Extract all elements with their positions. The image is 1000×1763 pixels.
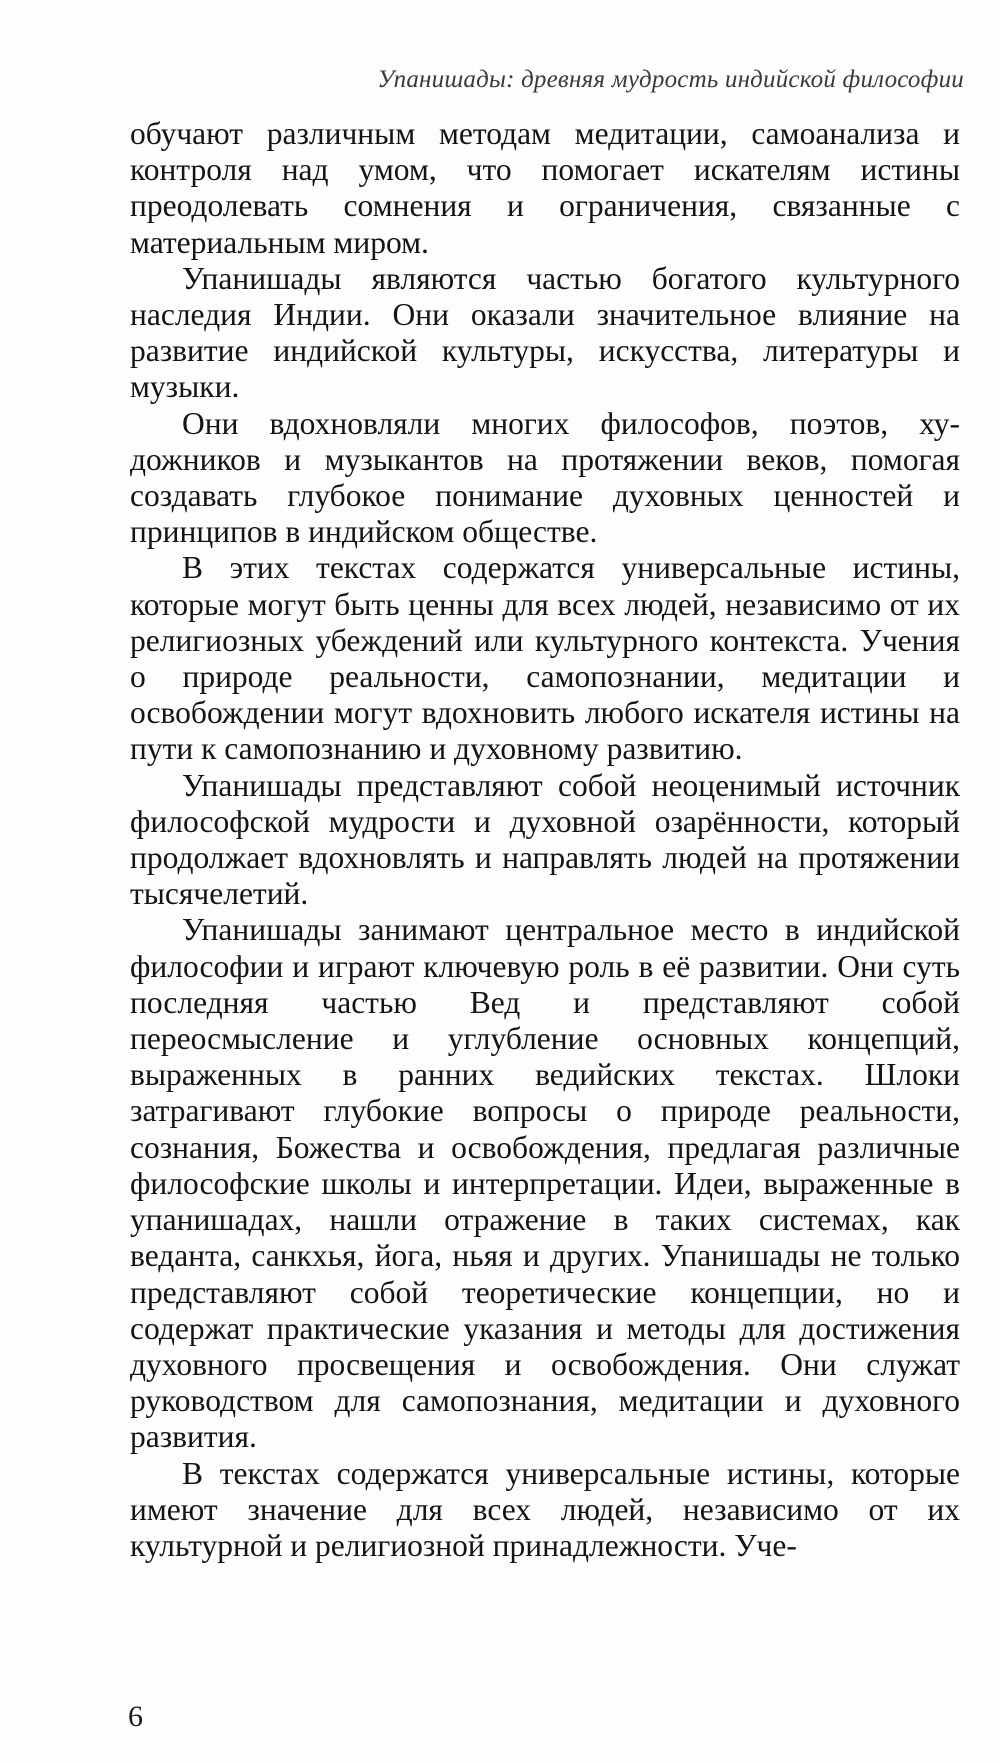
- running-header: Упанишады: древняя мудрость индийской философии: [377, 66, 964, 93]
- paragraph-continued: обучают различным методам медитации, самоанализа и контроля над умом, что помогает искателям истины преодолевать сомнения и ограничения, связанные с материальным миром.: [130, 116, 960, 260]
- paragraph: Они вдохновляли многих философов, поэтов, художников и музыкантов на протяжении веков, помогая создавать глубокое понимание духовных ценностей и принципов в индийском обществе.: [130, 405, 960, 550]
- paragraph: Упанишады являются частью богатого культурного наследия Индии. Они оказали значительное влияние на развитие индийской культуры, искусства, литературы и музыки.: [130, 260, 960, 405]
- paragraph: Упанишады занимают центральное место в индийской философии и играют ключевую роль в её развитии. Они суть последняя частью Вед и представляют собой переосмысление и углубление основных концепций, выраженных в ранних ведийских текстах. Шлоки затрагивают глубокие вопросы о природе реальности, сознания, Божества и освобождения, предлагая различные философские школы и интерпретации. Идеи, выраженные в упанишадах, нашли отражение в таких системах, как веданта, санкхья, йога, ньяя и других. Упанишады не только представляют собой теоретические концепции, но и содержат практические указания и методы для достижения духовного просвещения и освобождения. Они служат руководством для самопознания, медитации и духовного развития.: [130, 912, 960, 1455]
- page-number: 6: [128, 1700, 143, 1733]
- paragraph: Упанишады представляют собой неоценимый источник философской мудрости и духовной озарённости, который продолжает вдохновлять и направлять людей на протяжении тысячелетий.: [130, 767, 960, 912]
- paragraph: В текстах содержатся универсальные истины, которые имеют значение для всех людей, независимо от их культурной и религиозной принадлежности. Уче-: [130, 1455, 960, 1563]
- body-text: [130, 116, 960, 1564]
- paragraph: В этих текстах содержатся универсальные истины, которые могут быть ценны для всех людей, независимо от их религиозных убеждений или культурного контекста. Учения о природе реальности, самопознании, медитации и освобождении могут вдохновить любого искателя истины на пути к самопознанию и духовному развитию.: [130, 550, 960, 767]
